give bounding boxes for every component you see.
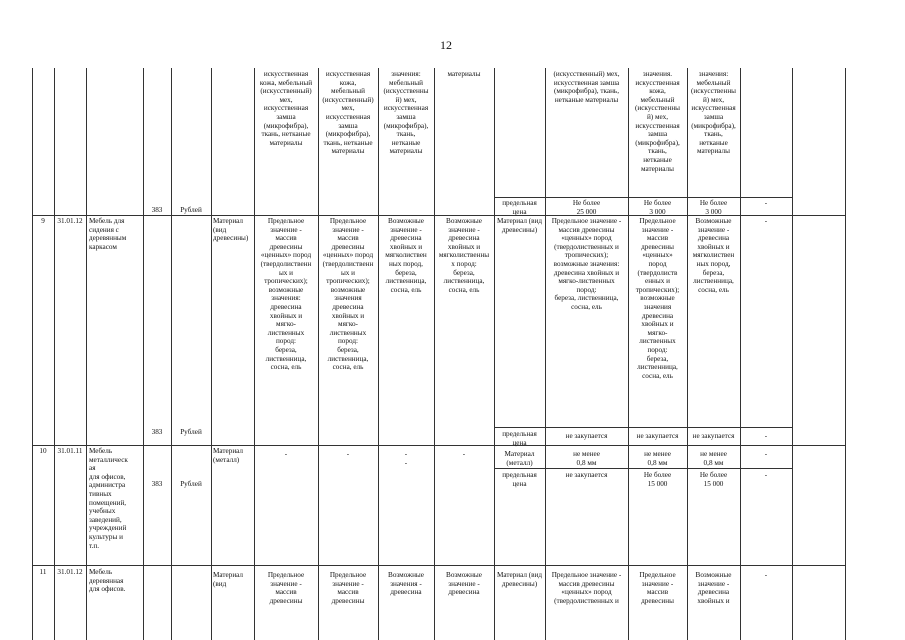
okpd-code: 31.01.11 <box>57 447 83 455</box>
cell-value: Предельное значение - массив древесины «ценных» пород (твердолиственных и тропических); возможные значения: древесина хвойных и мягко-лиственных пород: березa, лиственница, сосна, ель <box>551 217 622 311</box>
row-number: 9 <box>41 217 45 225</box>
price-value: Не более 25 000 <box>572 199 601 216</box>
price-value: не закупается <box>692 432 735 440</box>
table-border <box>792 68 793 640</box>
cell-value: значения: мебельный (искусственны й) мех, искусственная замша (микрофибра), ткань, нетканые материалы <box>383 70 429 156</box>
table-border <box>494 68 495 640</box>
cell-value: значения. искусственная кожа, мебельный (искусственны й) мех, искусственная замша (микрофибра), ткань, нетканые материалы <box>635 70 680 173</box>
price-value: Не более 3 000 <box>699 199 728 216</box>
price-value: не закупается <box>565 471 608 479</box>
price-value: не закупается <box>636 432 679 440</box>
table-border <box>86 68 87 640</box>
cell-value: Материал (вид древесины) <box>496 571 543 588</box>
price-value: - <box>764 432 768 440</box>
item-name: Мебель металлическ ая для офисов, администра тивных помещений, учебных заведений, учреждений культуры и т.п. <box>89 447 128 550</box>
cell-value: материалы <box>447 70 481 78</box>
cell-value: искусственная кожа, мебельный (искусственный) мех, искусственная замша (микрофибра), ткань, нетканые материалы <box>259 70 313 147</box>
table-border <box>845 68 846 640</box>
cell-value: Предельное значение - массив древесины «ценных» пород (твердолиственн ых и тропических); возможные значения: древесина хвойных и мягко- лиственных пород: береза, лиственница, сосна, ель <box>260 217 312 372</box>
cell-value: Возможные значение - древесина хвойных и мягколиствен ных пород, береза, лиственница, сосна, ель <box>385 217 427 294</box>
table-border <box>143 68 144 640</box>
characteristic-name: Материал (вид <box>213 571 244 588</box>
unit-label: Рублей <box>180 428 202 436</box>
okei-code: 383 <box>151 480 163 488</box>
cell-value: Возможные значение - древесина хвойных и <box>695 571 732 605</box>
price-value: Не более 15 000 <box>699 471 728 488</box>
cell-value: Предельное значение - массив древесины <box>639 571 676 605</box>
price-label: предельная цена <box>502 471 537 488</box>
price-value: не закупается <box>565 432 608 440</box>
table-border <box>54 68 55 640</box>
price-label: предельная цена <box>502 199 537 216</box>
table-border <box>32 68 33 640</box>
table-border <box>545 68 546 640</box>
okpd-code: 31.01.12 <box>57 217 83 225</box>
cell-value: не менее 0,8 мм <box>644 450 671 467</box>
table-border <box>434 68 435 640</box>
cell-value: Возможные значение - древесина хвойных и мягколиственны х пород: береза, лиственница, сосна, ель <box>438 217 490 294</box>
item-name: Мебель деревянная для офисов. <box>89 568 126 594</box>
cell-value: - <box>764 571 768 579</box>
cell-value: Предельное значение - массив древесины «ценных» пород (твердолиственн ых и тропических); возможные значения древесина хвойных и мягко- лиственных пород: березa, лиственница, сосна, ель <box>322 217 374 372</box>
cell-value: Предельное значение - массив древесины «ценных» пород (твердолиств енных и тропических); возможные значения древесина хвойных и мягко- лиственных пород: березa, лиственница, сосна, ель <box>635 217 680 380</box>
cell-value: Возможные значения - древесина <box>388 571 424 597</box>
okpd-code: 31.01.12 <box>57 568 83 576</box>
okei-code: 383 <box>151 206 163 214</box>
page-number: 12 <box>440 38 452 52</box>
okei-code: 383 <box>151 428 163 436</box>
unit-label: Рублей <box>180 206 202 214</box>
table-border <box>494 427 792 428</box>
characteristic-name: Материал (металл) <box>213 447 244 464</box>
cell-value: - <box>284 450 288 458</box>
cell-value: не менее 0,8 мм <box>700 450 727 467</box>
price-value: - <box>764 471 768 479</box>
cell-value: - <box>764 217 768 225</box>
cell-value: Материал (металл) <box>504 450 535 467</box>
table-border <box>494 468 792 469</box>
cell-value: - - <box>404 450 408 467</box>
cell-value: - <box>346 450 350 458</box>
price-label: предельная цена <box>502 430 537 447</box>
cell-value: Материал (вид древесины) <box>496 217 543 234</box>
row-number: 11 <box>39 568 47 576</box>
table-border <box>171 68 172 640</box>
price-value: - <box>764 199 768 207</box>
characteristic-name: Материал (вид древесины) <box>213 217 249 243</box>
cell-value: Предельное значение - массив древесины «ценных» пород (твердолиственных и <box>551 571 622 605</box>
cell-value: искусственная кожа, мебельный (искусственный) мех, искусственная замша (микрофибра), ткань, нетканые материалы <box>322 70 374 156</box>
cell-value: - <box>462 450 466 458</box>
cell-value: Возможные значение - древесина <box>446 571 482 597</box>
cell-value: не менее 0,8 мм <box>573 450 600 467</box>
cell-value: Возможные значение - древесина хвойных и мягколиствен ных пород, береза, лиственница, сосна, ель <box>692 217 735 294</box>
row-number: 10 <box>39 447 47 455</box>
cell-value: (искусственный) мех, искусственная замша (микрофибра), ткань, нетканые материалы <box>553 70 620 104</box>
table-border <box>494 197 792 198</box>
cell-value: - <box>764 450 768 458</box>
price-value: Не более 3 000 <box>643 199 672 216</box>
price-value: Не более 15 000 <box>643 471 672 488</box>
cell-value: Предельное значение - массив древесины <box>329 571 367 605</box>
cell-value: Предельное значение - массив древесины <box>267 571 305 605</box>
table-border <box>32 565 845 566</box>
cell-value: значения: мебельный (искусственны й) мех, искусственная замша (микрофибра), ткань, нетканые материалы <box>691 70 736 156</box>
unit-label: Рублей <box>180 480 202 488</box>
table-border <box>211 68 212 640</box>
table-border <box>32 445 845 446</box>
table-border <box>740 68 741 640</box>
item-name: Мебель для сидения с деревянным каркасом <box>89 217 127 251</box>
